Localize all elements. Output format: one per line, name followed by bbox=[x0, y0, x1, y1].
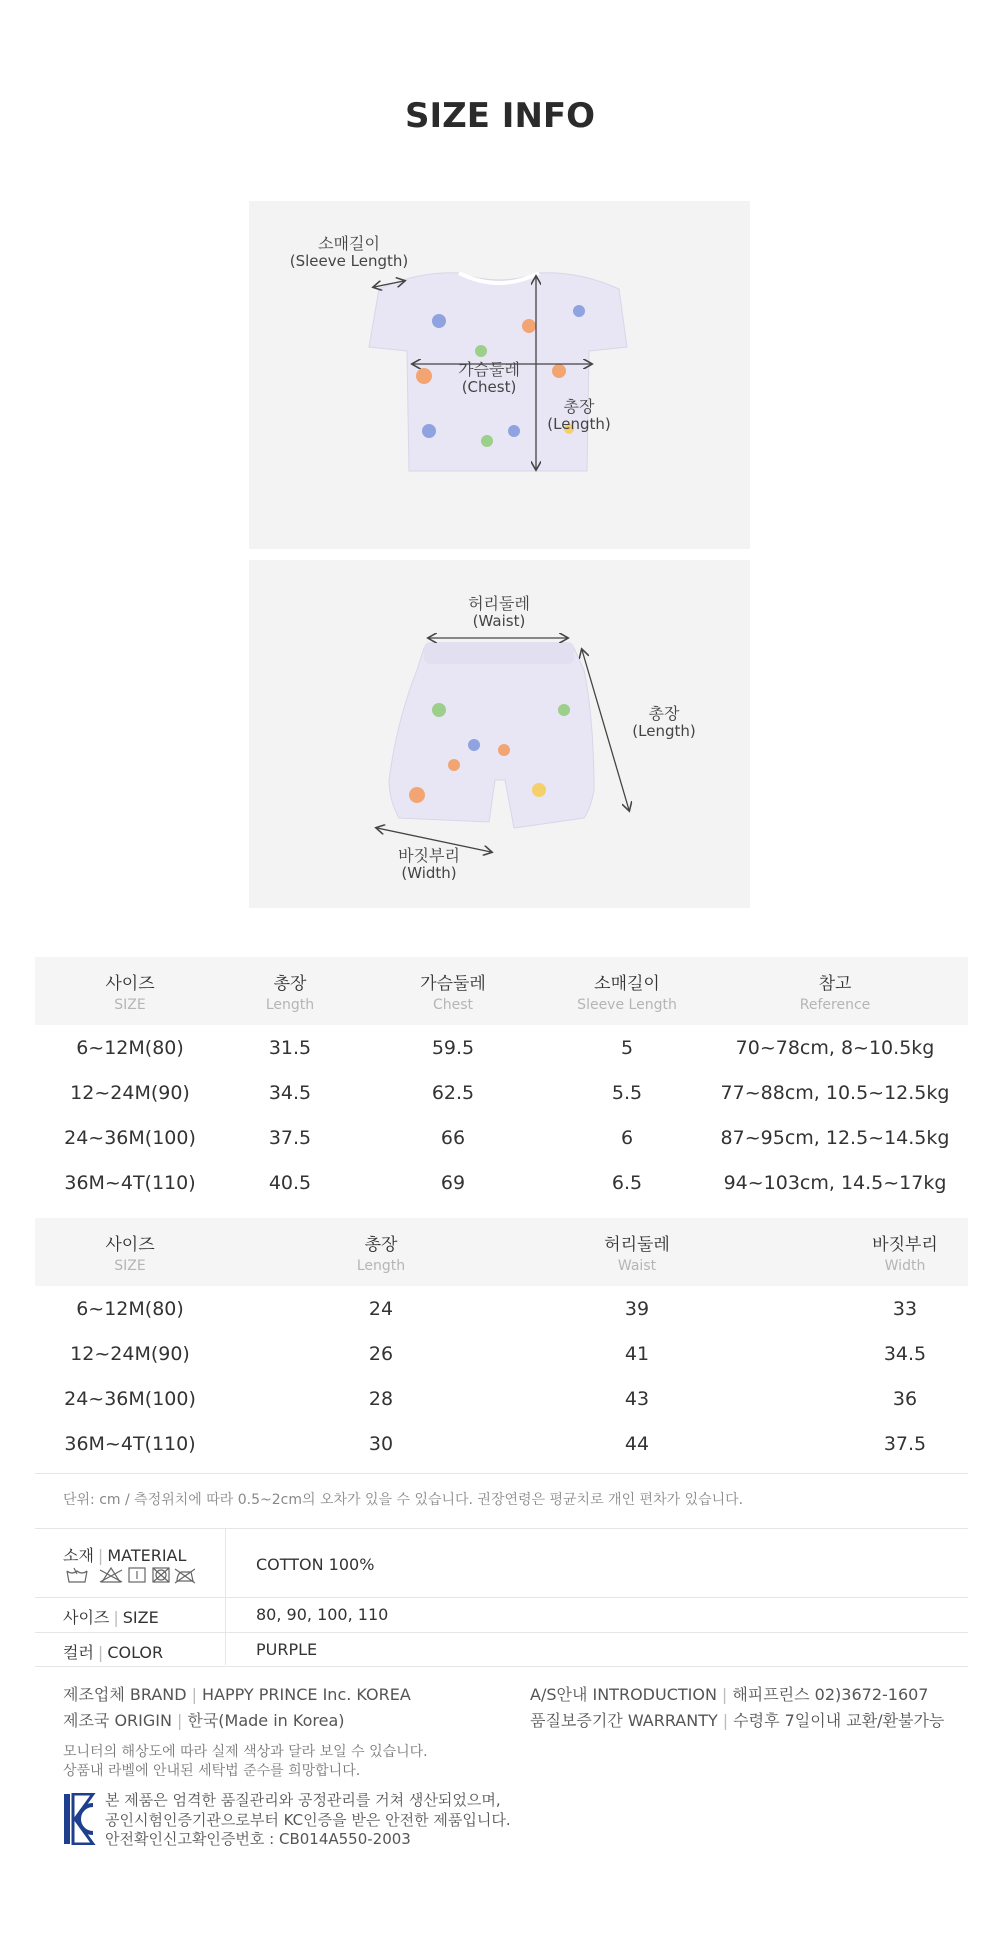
care-icons bbox=[65, 1566, 195, 1588]
header-chest: 가슴둘레 Chest bbox=[420, 974, 486, 1013]
color-label: 컬러 | COLOR bbox=[63, 1643, 164, 1662]
table-row: 36M~4T(110) 30 44 37.5 bbox=[64, 1433, 927, 1455]
shorts-length-label: 총장 (Length) bbox=[632, 704, 696, 741]
divider bbox=[35, 1632, 968, 1633]
table-header bbox=[35, 957, 968, 1025]
kc-mark-icon bbox=[63, 1793, 97, 1849]
bottom-garment-photo bbox=[249, 560, 750, 908]
measurement-note: 단위: cm / 측정위치에 따라 0.5~2cm의 오차가 있을 수 있습니다. 권장연령은 평균치로 개인 편차가 있습니다. bbox=[63, 1492, 744, 1508]
table-header bbox=[35, 1218, 968, 1286]
divider bbox=[35, 1597, 968, 1598]
table-row: 24~36M(100) 37.5 66 6 87~95cm, 12.5~14.5kg bbox=[64, 1127, 950, 1149]
header-sleeve: 소매길이 Sleeve Length bbox=[577, 974, 677, 1013]
kc-certification-text: 본 제품은 엄격한 품질관리와 공정관리를 거쳐 생산되었으며, 공인시험인증기관으로부터 KC인증을 받은 안전한 제품입니다. 안전확인신고확인증번호 : CB014A550-2003 bbox=[105, 1791, 511, 1848]
size-value: 80, 90, 100, 110 bbox=[256, 1605, 389, 1624]
dry-flat-icon bbox=[129, 1568, 145, 1582]
size-label: 사이즈 | SIZE bbox=[63, 1608, 159, 1627]
header-size: 사이즈 SIZE bbox=[105, 974, 155, 1013]
sleeve-length-label: 소매길이 (Sleeve Length) bbox=[289, 234, 409, 271]
header-length: 총장 Length bbox=[265, 974, 315, 1013]
length-label: 총장 (Length) bbox=[547, 397, 611, 434]
brand-info: 제조업체 BRAND | HAPPY PRINCE Inc. KOREA bbox=[63, 1685, 411, 1704]
origin-info: 제조국 ORIGIN | 한국(Made in Korea) bbox=[63, 1711, 345, 1730]
top-size-table bbox=[35, 957, 968, 1205]
header-reference: 참고 Reference bbox=[799, 974, 871, 1013]
table-row: 36M~4T(110) 40.5 69 6.5 94~103cm, 14.5~17kg bbox=[64, 1172, 947, 1194]
table-row: 24~36M(100) 28 43 36 bbox=[64, 1388, 918, 1410]
page-title: SIZE INFO bbox=[404, 96, 596, 136]
no-tumble-dry-icon bbox=[153, 1568, 169, 1582]
header-waist: 허리둘레 Waist bbox=[604, 1235, 670, 1274]
divider bbox=[35, 1666, 968, 1667]
divider bbox=[35, 1473, 968, 1474]
hem-width-label: 바짓부리 (Width) bbox=[398, 846, 460, 883]
top-garment-photo bbox=[249, 201, 750, 549]
material-value: COTTON 100% bbox=[256, 1555, 375, 1574]
table-row: 6~12M(80) 31.5 59.5 5 70~78cm, 8~10.5kg bbox=[76, 1037, 935, 1059]
color-value: PURPLE bbox=[256, 1640, 318, 1659]
as-info: A/S안내 INTRODUCTION | 해피프린스 02)3672-1607 bbox=[530, 1685, 929, 1704]
warranty-info: 품질보증기간 WARRANTY | 수령후 7일이내 교환/환불가능 bbox=[530, 1711, 945, 1730]
no-bleach-icon bbox=[100, 1568, 122, 1582]
disclaimer: 모니터의 해상도에 따라 실제 색상과 달라 보일 수 있습니다. 상품내 라벨에 안내된 세탁법 준수를 희망합니다. bbox=[63, 1744, 428, 1779]
table-row: 12~24M(90) 34.5 62.5 5.5 77~88cm, 10.5~12.5kg bbox=[70, 1082, 950, 1104]
chest-label: 가슴둘레 (Chest) bbox=[458, 360, 520, 397]
table-row: 12~24M(90) 26 41 34.5 bbox=[70, 1343, 927, 1365]
table-row: 6~12M(80) 24 39 33 bbox=[76, 1298, 918, 1320]
header-size: 사이즈 SIZE bbox=[105, 1235, 155, 1274]
header-width: 바짓부리 Width bbox=[872, 1235, 938, 1274]
header-length: 총장 Length bbox=[356, 1235, 406, 1274]
material-label: 소재 | MATERIAL bbox=[63, 1546, 187, 1565]
divider bbox=[35, 1528, 968, 1529]
no-iron-icon bbox=[175, 1569, 195, 1583]
hand-wash-icon bbox=[67, 1568, 87, 1582]
waist-label: 허리둘레 (Waist) bbox=[468, 594, 530, 631]
bottom-size-table bbox=[35, 1218, 968, 1466]
